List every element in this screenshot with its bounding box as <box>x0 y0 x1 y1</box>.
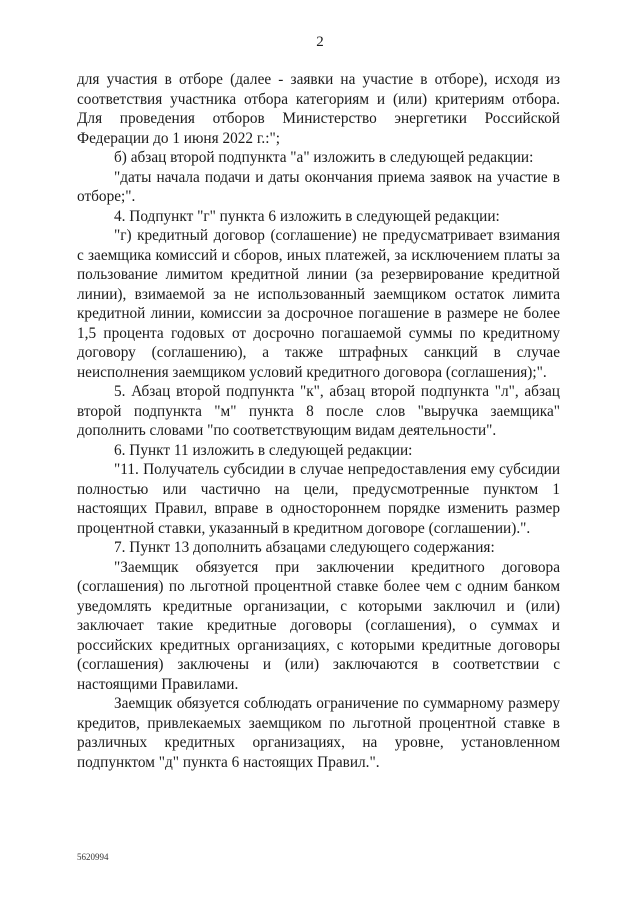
paragraph-2: б) абзац второй подпункта "а" изложить в следующей редакции: <box>114 149 534 166</box>
paragraph-10: "Заемщик обязуется при заключении кредитного договора (соглашения) по льготной процентной ставке более чем с одним банком уведомлять кредитные организации, с которыми заключил и (или) заключает такие кредитные договоры (соглашения), о суммах и российских кредитных организациях, с которыми кредитные договоры (соглашения) заключены и (или) заключаются в соответствии с настоящими Правилами. <box>77 558 560 693</box>
paragraph-7: 6. Пункт 11 изложить в следующей редакции: <box>114 441 413 459</box>
document-body <box>77 70 560 772</box>
paragraph-1: для участия в отборе (далее - заявки на участие в отборе), исходя из соответствия участника отбора категориям и (или) критериям отбора. Для проведения отборов Министерство энергетики Российской Федерации до 1 июня 2022 г.:"; <box>77 71 560 147</box>
paragraph-5: "г) кредитный договор (соглашение) не предусматривает взимания с заемщика комиссий и сборов, иных платежей, за исключением платы за пользование лимитом кредитной линии (за резервирование кредитной линии), взимаемой за не использованный заемщиком остаток лимита кредитной линии, комиссии за досрочное погашение в размере не более 1,5 процента годовых от досрочно погашаемой суммы по кредитному договору (соглашению), а также штрафных санкций в случае неисполнения заемщиком условий кредитного договора (соглашения);". <box>77 227 560 381</box>
paragraph-9: 7. Пункт 13 дополнить абзацами следующего содержания: <box>114 539 495 556</box>
paragraph-8: "11. Получатель субсидии в случае непредоставления ему субсидии полностью или частично на цели, предусмотренные пунктом 1 настоящих Правил, вправе в одностороннем порядке изменить размер процентной ставки, указанный в кредитном договоре (соглашении).". <box>77 461 560 537</box>
paragraph-4: 4. Подпункт "г" пункта 6 изложить в следующей редакции: <box>114 207 500 225</box>
paragraph-11: Заемщик обязуется соблюдать ограничение по суммарному размеру кредитов, привлекаемых заемщиком по льготной процентной ставке в различных кредитных организациях, на уровне, установленном подпунктом "д" пункта 6 настоящих Правил.". <box>77 695 560 771</box>
document-id: 5620994 <box>77 852 109 862</box>
paragraph-6: 5. Абзац второй подпункта "к", абзац второй подпункта "л", абзац второй подпункта "м" пункта 8 после слов "выручка заемщика" дополнить словами "по соответствующим видам деятельности". <box>77 383 560 439</box>
paragraph-3: "даты начала подачи и даты окончания приема заявок на участие в отборе;". <box>77 168 560 205</box>
page-number: 2 <box>316 34 324 50</box>
